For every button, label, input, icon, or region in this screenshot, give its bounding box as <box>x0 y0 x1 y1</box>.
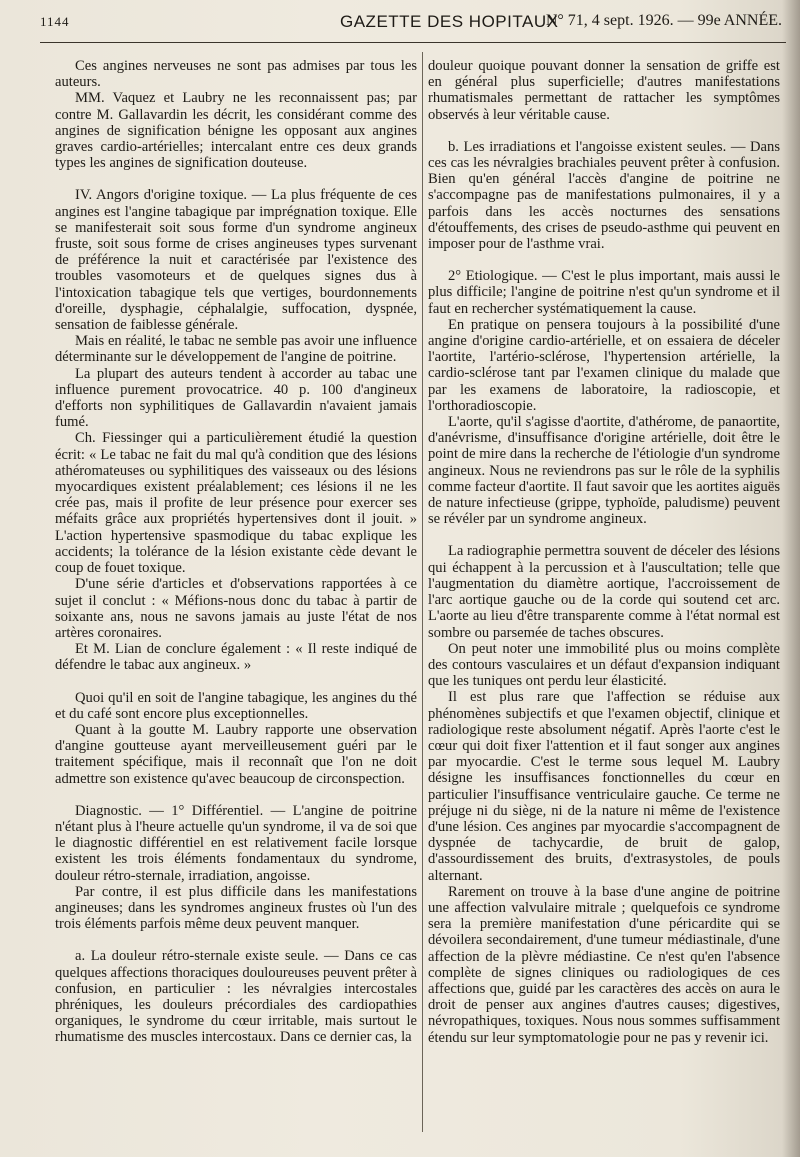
paragraph: On peut noter une immobilité plus ou moins complète des contours vasculaires et un défaut d'expansion indiquant que les tuniques ont perdu leur élasticité. <box>428 640 780 690</box>
paragraph: Rarement on trouve à la base d'une angine de poitrine une affection valvulaire mitrale ; quelquefois ce syndrome sera la première manifestation d'une péricardite qui se dévoilera secondairement, d'une tumeur médiastinale, d'une affection de la plèvre médiastine. Ce n'est qu'en l'absence complète de signes cliniques ou radiologiques de ces affections que, guidé par les caractères des accès on aura le droit de penser aux angines d'autres causes; digestives, névropathiques, toxiques. Nous nous sommes suffisamment étendu sur leur symptomatologie pour ne pas y revenir ici. <box>428 883 780 1046</box>
paragraph: Ch. Fiessinger qui a particulièrement étudié la question écrit: « Le tabac ne fait du mal qu'à condition que des lésions athéromateuses ou syphilitiques des vaisseaux ou des lésions myocardiques existent préalablement; ces lésions il ne les crée pas, mais il profite de leur présence pour exercer ses méfaits grâce aux propriétés hypertensives dont il jouit. » L'action hypertensive spasmodique du tabac explique les accidents; la tolérance de la lésion existante cède devant le coup de fouet toxique. <box>55 430 417 577</box>
page-header <box>40 8 782 38</box>
subsection-paragraph: b. Les irradiations et l'angoisse existent seules. — Dans ces cas les névralgies brachiales peuvent prêter à confusion. Bien qu'en général l'accès d'angine de poitrine ne s'accompagne pas de manifestations pulmonaires, il y a parfois dans les accès nocturnes des sensations d'étouffements, des crises de pseudo-asthme qui peuvent en imposer pour de l'asthme vrai. <box>428 138 780 253</box>
left-column <box>55 58 417 1046</box>
issue-info: N° 71, 4 sept. 1926. — 99e ANNÉE. <box>545 12 782 29</box>
paragraph: La plupart des auteurs tendent à accorder au tabac une influence purement provocatrice. 40 p. 100 d'angineux d'efforts non syphilitiques de Gallavardin n'avaient jamais fumé. <box>55 365 417 431</box>
header-rule <box>40 42 786 43</box>
page-edge-shadow <box>782 0 800 1157</box>
page-number: 1144 <box>40 14 70 29</box>
paragraph: L'aorte, qu'il s'agisse d'aortite, d'athérome, de panaortite, d'anévrisme, d'insuffisance d'origine artérielle, doit être le point de mire dans la recherche de l'étiologie d'un syndrome angineux. Nous ne reviendrons pas sur le rôle de la syphilis comme facteur d'aortite. Il faut savoir que les aortites aiguës de nature infectieuse (grippe, typhoïde, paludisme) peuvent se révéler par un syndrome angineux. <box>428 414 780 528</box>
paragraph: Et M. Lian de conclure également : « Il reste indiqué de défendre le tabac aux angineux. » <box>55 641 417 674</box>
paragraph: Il est plus rare que l'affection se réduise aux phénomènes subjectifs et que l'examen objectif, clinique et radiologique reste absolument négatif. Après l'aorte c'est le cœur qui doit fixer l'attention et il faut songer aux angines par myocardie. C'est le terme sous lequel M. Laubry désigne les insuffisances fonctionnelles du cœur en particulier l'insuffisance ventriculaire gauche. Ce terme ne préjuge ni du siège, ni de la nature ni même de l'existence d'une lésion. Ces angines par myocardie s'accompagnent de dyspnée de tachycardie, de bruit de galop, d'assourdissement des bruits, d'extrasystoles, de pouls alternant. <box>428 689 780 884</box>
paragraph: La radiographie permettra souvent de déceler des lésions qui échappent à la percussion et à l'auscultation; telle que l'augmentation du diamètre aortique, l'accroissement de l'arc aortique gauche ou de la corde qui soutend cet arc. L'aorte au lieu d'être transparente comme à l'état normal est sombre ou parsemée de taches obscures. <box>428 543 780 641</box>
journal-title: GAZETTE DES HOPITAUX <box>340 12 559 31</box>
paragraph: Quant à la goutte M. Laubry rapporte une observation d'angine goutteuse ayant merveilleusement guéri par le traitement spécifique, mais il reconnaît que l'on ne doit admettre son existence qu'avec beaucoup de circonspection. <box>55 721 417 787</box>
paragraph: douleur quoique pouvant donner la sensation de griffe est en général plus superficielle; d'autres manifestations rhumatismales permettant de rattacher les symptômes observés à leur véritable cause. <box>428 58 780 123</box>
right-column <box>428 58 780 1046</box>
paragraph: Quoi qu'il en soit de l'angine tabagique, les angines du thé et du café sont encore plus exceptionnelles. <box>55 689 417 722</box>
section-heading-paragraph: 2° Etiologique. — C'est le plus important, mais aussi le plus difficile; l'angine de poitrine n'est qu'un syndrome et il faut en rechercher systématiquement la cause. <box>428 268 780 317</box>
paragraph: D'une série d'articles et d'observations rapportées à ce sujet il conclut : « Méfions-nous donc du tabac à partir de soixante ans, nous ne savons jamais au juste l'état de nos artères coronaires. <box>55 576 417 641</box>
paragraph: En pratique on pensera toujours à la possibilité d'une angine d'origine cardio-artérielle, et on essaiera de déceler l'aortite, l'artério-sclérose, l'hypertension artérielle, la cardio-sclérose tant par l'examen clinique du malade que par les examens de laboratoire, la radioscopie, et l'orthoradioscopie. <box>428 316 780 414</box>
section-heading-paragraph: Diagnostic. — 1° Différentiel. — L'angine de poitrine n'étant plus à l'heure actuelle qu'un syndrome, il va de soi que le diagnostic différentiel en est relativement facile lorsque existent les trois éléments fondamentaux du syndrome, douleur rétro-sternale, irradiation, angoisse. <box>55 802 417 884</box>
section-heading-paragraph: IV. Angors d'origine toxique. — La plus fréquente de ces angines est l'angine tabagique par imprégnation toxique. Elle se manifesterait soit sous forme d'un syndrome angineux fruste, soit sous forme de crises angineuses types survenant de préférence la nuit et caractérisée par l'existence des troubles vasomoteurs et de quelques signes dus à l'intoxication tabagique tels que vertiges, bourdonnements d'oreille, dysphagie, céphalalgie, suffocation, dyspnée, sensation de faiblesse générale. <box>55 187 417 334</box>
paragraph: MM. Vaquez et Laubry ne les reconnaissent pas; par contre M. Gallavardin les décrit, les considérant comme des angines de signification bénigne les opposant aux angines graves cardio-artérielles; intercalant entre ces deux grands types les angines de signification douteuse. <box>55 90 417 172</box>
column-divider <box>422 52 423 1132</box>
paragraph: Mais en réalité, le tabac ne semble pas avoir une influence déterminante sur le développement de l'angine de poitrine. <box>55 333 417 366</box>
paragraph: Ces angines nerveuses ne sont pas admises par tous les auteurs. <box>55 58 417 91</box>
subsection-paragraph: a. La douleur rétro-sternale existe seule. — Dans ce cas quelques affections thoraciques douloureuses peuvent prêter à confusion, en particulier : les névralgies intercostales phréniques, les douleurs précordiales des cardiopathies organiques, le syndrome du cœur irritable, mais surtout le rhumatisme des muscles intercostaux. Dans ce dernier cas, la <box>55 948 418 1046</box>
paragraph: Par contre, il est plus difficile dans les manifestations angineuses; dans les syndromes angineux frustes où l'un des trois éléments parfois même deux peuvent manquer. <box>55 883 417 933</box>
